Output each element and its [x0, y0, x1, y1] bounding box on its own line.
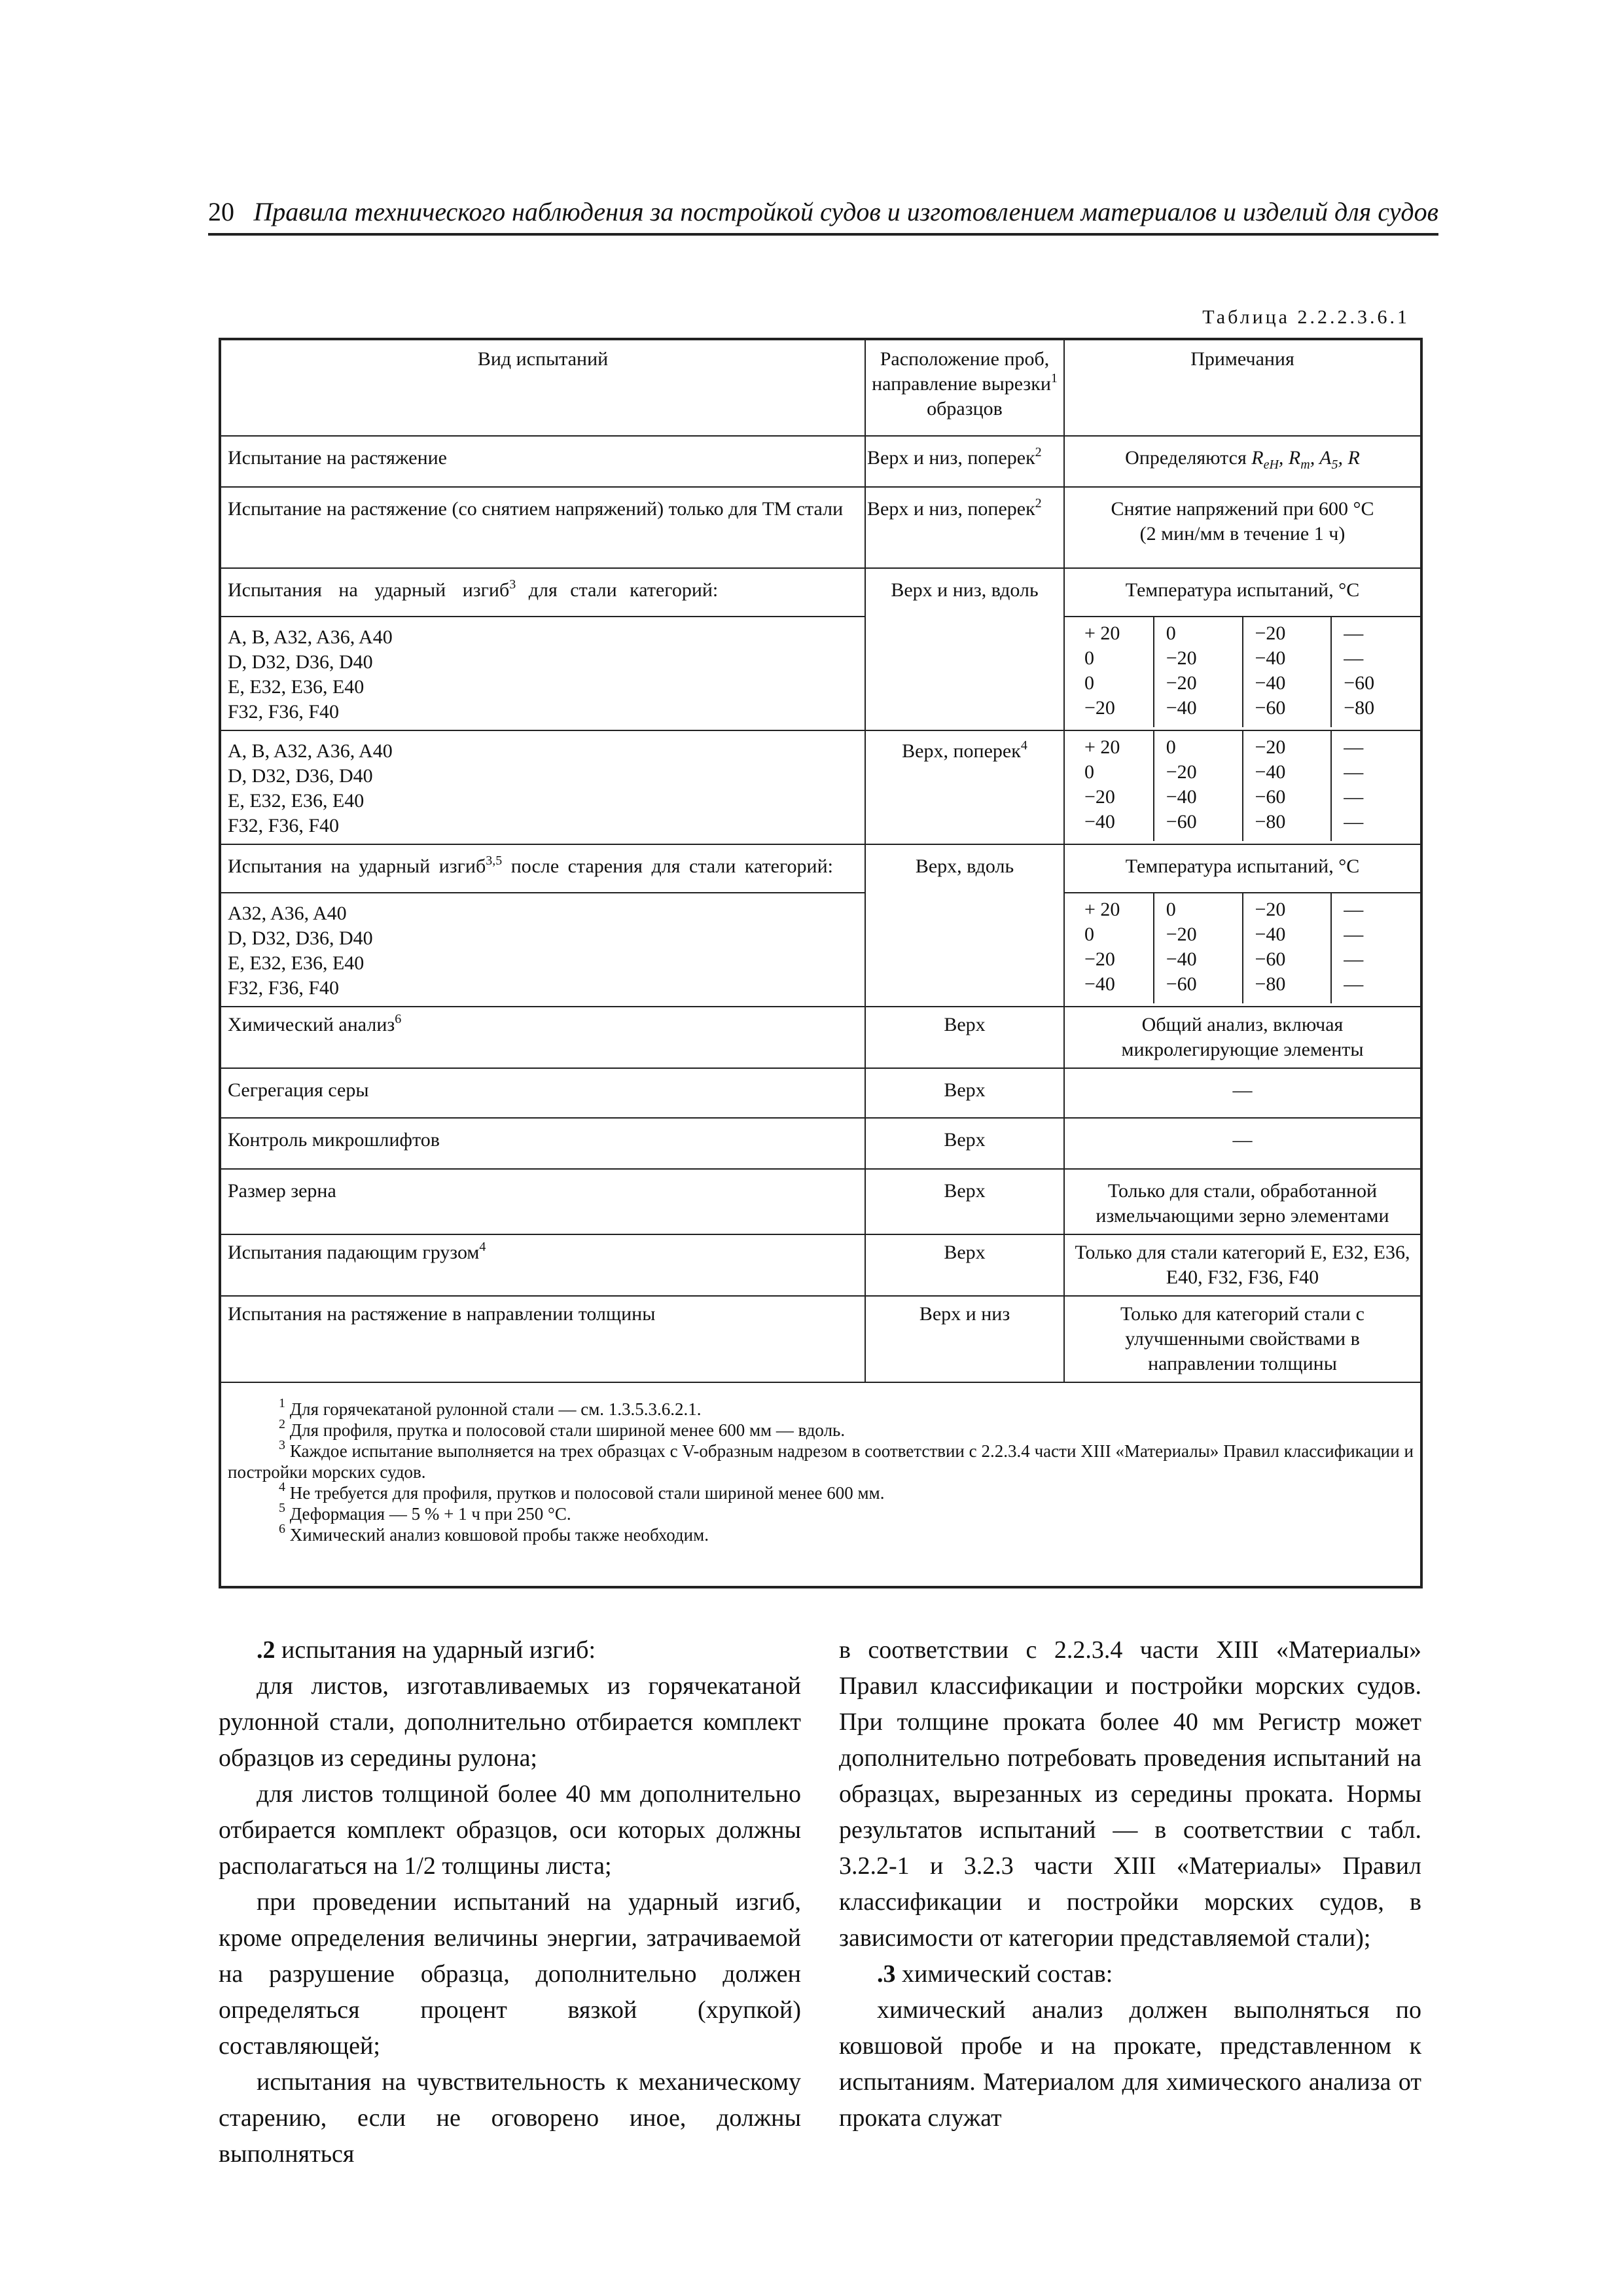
temp-cell: −40: [1154, 696, 1243, 727]
temp-cell: −80: [1243, 972, 1332, 1003]
row-impact-test-sup: 3: [509, 577, 516, 592]
footnote: [228, 1482, 1414, 1503]
temp-cell: —: [1331, 972, 1420, 1003]
temp-cell: + 20: [1084, 622, 1120, 644]
row-impact-location: Верх и низ, вдоль: [865, 568, 1064, 730]
temp-row: [1065, 731, 1420, 760]
row-tension-note-prefix: Определяются: [1125, 447, 1252, 469]
row-grain: [220, 1169, 1421, 1234]
row-impact-transverse-grades: [220, 730, 865, 844]
paragraph: химический анализ должен выполняться по ковшовой пробе и на прокате, представленном к испытаниям. Материалом для химического анализа от проката служат: [839, 1996, 1421, 2132]
row-chemical-location: Верх: [865, 1007, 1064, 1068]
row-impact-test-prefix: Испытания на ударный изгиб: [228, 579, 510, 601]
row-tension-location-sup: 2: [1035, 445, 1042, 459]
impact-grade: F32, F36, F40: [228, 977, 340, 999]
temp-cell: −20: [1084, 948, 1115, 970]
temp-row: [1065, 947, 1420, 972]
col-location-line1: Расположение проб,: [880, 348, 1050, 370]
temp-cell: −80: [1243, 810, 1332, 841]
temp-cell: −60: [1154, 972, 1243, 1003]
col-notes: [1064, 339, 1421, 436]
row-chemical-note: [1064, 1007, 1421, 1068]
row-thickness-location: Верх и низ: [865, 1296, 1064, 1382]
row-thickness-note-line3: направлении толщины: [1148, 1353, 1337, 1374]
row-chemical-test: [220, 1007, 865, 1068]
body-column-right: [839, 1632, 1421, 2136]
row-sulfur-note: —: [1064, 1068, 1421, 1118]
temp-cell: −60: [1243, 696, 1332, 727]
temp-cell: −60: [1243, 785, 1332, 810]
footnote-number: 2: [279, 1417, 285, 1431]
temp-row: [1065, 617, 1420, 646]
row-micro-location: Верх: [865, 1118, 1064, 1169]
impact-aging-temps-grid: [1065, 893, 1420, 1003]
footnote: [228, 1524, 1414, 1545]
temp-cell: −40: [1243, 646, 1332, 671]
row-impact-aging-grades: [220, 893, 865, 1007]
footnote-text: Каждое испытание выполняется на трех образцах с V-образным надрезом в соответствии с 2.2.3.4 части XIII «Материалы» Правил классификации и постройки морских судов.: [228, 1441, 1414, 1482]
temp-cell: −20: [1243, 617, 1332, 646]
row-sulfur-test: Сегрегация серы: [220, 1068, 865, 1118]
impact-grade: F32, F36, F40: [228, 701, 340, 723]
row-tension-tm-note: [1064, 487, 1421, 568]
row-impact-transverse-temps: [1064, 730, 1421, 844]
footnote-text: Для горячекатаной рулонной стали — см. 1.3.5.3.6.2.1.: [285, 1399, 702, 1419]
temp-cell: 0: [1154, 617, 1243, 646]
footnote-number: 3: [279, 1438, 285, 1452]
row-drop-test: [220, 1234, 865, 1296]
row-impact-test-suffix: для стали категорий:: [516, 579, 719, 601]
col-location-line2: [867, 372, 1062, 397]
row-tension-note-sub2: m: [1300, 457, 1310, 472]
row-tension-tm-location-text: Верх и низ, поперек: [867, 498, 1035, 520]
table-footnotes: [220, 1382, 1421, 1587]
row-tension-tm-test: Испытание на растяжение (со снятием напряжений) только для ТМ стали: [220, 487, 865, 568]
temp-cell: −40: [1084, 811, 1115, 833]
row-drop-location: Верх: [865, 1234, 1064, 1296]
row-grain-test: Размер зерна: [220, 1169, 865, 1234]
row-thickness: [220, 1296, 1421, 1382]
impact-grade: D, D32, D36, D40: [228, 651, 373, 673]
row-impact-grades: [220, 617, 865, 730]
row-grain-note-line1: Только для стали, обработанной: [1107, 1180, 1378, 1202]
row-micro-note: —: [1064, 1118, 1421, 1169]
temp-row: [1065, 893, 1420, 922]
temp-cell: −20: [1243, 893, 1332, 922]
row-impact-aging-test-prefix: Испытания на ударный изгиб: [228, 855, 486, 877]
page-number: 20: [208, 197, 234, 226]
row-impact-temps: [1064, 617, 1421, 730]
col-location-sup: 1: [1050, 371, 1058, 386]
temp-cell: —: [1331, 922, 1420, 947]
footnote-number: 1: [279, 1396, 285, 1410]
temp-row: [1065, 785, 1420, 810]
row-tension-note-sep3: ,: [1338, 447, 1348, 469]
row-tension-note-sub3: 5: [1331, 457, 1338, 472]
impact-grade: F32, F36, F40: [228, 815, 340, 836]
row-tension-note: [1064, 436, 1421, 487]
row-impact-aging-temp-header: Температура испытаний, °С: [1064, 844, 1421, 893]
row-tension-note-sep1: ,: [1278, 447, 1289, 469]
temp-row: [1065, 760, 1420, 785]
row-thickness-note-line2: улучшенными свойствами в: [1125, 1328, 1360, 1350]
row-tension-location-text: Верх и низ, поперек: [867, 447, 1035, 469]
temp-row: [1065, 972, 1420, 1003]
row-impact-aging-temps: [1064, 893, 1421, 1007]
temp-cell: −40: [1154, 947, 1243, 972]
row-tension: [220, 436, 1421, 487]
col-location-line2-text: направление вырезки: [872, 373, 1051, 395]
temp-row: [1065, 922, 1420, 947]
temp-cell: −20: [1154, 922, 1243, 947]
temp-cell: —: [1331, 646, 1420, 671]
row-tension-tm: [220, 487, 1421, 568]
row-impact-temp-header: Температура испытаний, °С: [1064, 568, 1421, 617]
row-chemical-note-line2: микролегирующие элементы: [1121, 1039, 1364, 1060]
row-impact-transverse-location-text: Верх, поперек: [902, 740, 1021, 762]
impact-grade: E, E32, E36, E40: [228, 790, 365, 812]
paragraph: для листов толщиной более 40 мм дополнительно отбирается комплект образцов, оси которых должны располагаться на 1/2 толщины листа;: [219, 1780, 801, 1880]
row-impact-test: [220, 568, 865, 617]
row-drop-note-line2: E40, F32, F36, F40: [1166, 1266, 1319, 1288]
impact-grade: E, E32, E36, E40: [228, 952, 365, 974]
footnote-text: Деформация — 5 % + 1 ч при 250 °С.: [285, 1504, 571, 1524]
section-number: .2: [257, 1636, 276, 1664]
row-sulfur: [220, 1068, 1421, 1118]
paragraph: в соответствии с 2.2.3.4 части XIII «Материалы» Правил классификации и постройки морских судов. При толщине проката более 40 мм Регистр может дополнительно потребовать проведения испытаний на образцах, вырезанных из середины проката. Нормы результатов испытаний — в соответствии с табл. 3.2.2-1 и 3.2.3 части XIII «Материалы» Правил классификации и постройки морских судов, в зависимости от категории представляемой стали);: [839, 1636, 1421, 1952]
footnote-text: Не требуется для профиля, прутков и полосовой стали шириной менее 600 мм.: [285, 1483, 885, 1503]
temp-cell: + 20: [1084, 736, 1120, 758]
row-thickness-note-line1: Только для категорий стали с: [1120, 1303, 1364, 1325]
temp-cell: −60: [1154, 810, 1243, 841]
row-impact-transverse-location: [865, 730, 1064, 844]
row-impact-aging-test-suffix: после старения для стали категорий:: [502, 855, 834, 877]
temp-cell: −20: [1084, 697, 1115, 719]
row-thickness-note: [1064, 1296, 1421, 1382]
row-tension-tm-note-line1: Снятие напряжений при 600 °С: [1111, 498, 1374, 520]
row-tension-note-sub1: eH: [1263, 457, 1279, 472]
temp-row: [1065, 646, 1420, 671]
row-grain-note: [1064, 1169, 1421, 1234]
temp-cell: −80: [1331, 696, 1420, 727]
col-notes-label: Примечания: [1190, 348, 1294, 370]
temp-cell: + 20: [1084, 899, 1120, 920]
row-footnotes: [220, 1382, 1421, 1587]
footnote: [228, 1438, 1414, 1482]
temp-cell: —: [1331, 947, 1420, 972]
impact-grade: A, B, A32, A36, A40: [228, 740, 393, 762]
temp-cell: −60: [1243, 947, 1332, 972]
row-impact-transverse-location-sup: 4: [1020, 738, 1027, 753]
temp-cell: 0: [1154, 893, 1243, 922]
temp-cell: —: [1331, 760, 1420, 785]
temp-cell: —: [1331, 810, 1420, 841]
temp-row: [1065, 810, 1420, 841]
row-drop-test-text: Испытания падающим грузом: [228, 1242, 480, 1263]
temp-cell: −40: [1154, 785, 1243, 810]
footnote: [228, 1417, 1414, 1441]
row-chemical-test-text: Химический анализ: [228, 1014, 395, 1035]
temp-row: [1065, 696, 1420, 727]
temp-cell: —: [1331, 785, 1420, 810]
section-title: химический состав:: [895, 1960, 1113, 1988]
page-header: [208, 194, 1438, 236]
row-grain-location: Верх: [865, 1169, 1064, 1234]
row-tension-note-r1: R: [1251, 447, 1264, 469]
col-test-type-label: Вид испытаний: [477, 348, 609, 370]
section-number: .3: [877, 1960, 896, 1988]
footnote-number: 5: [279, 1501, 285, 1515]
row-drop-test-sup: 4: [479, 1240, 486, 1254]
temp-cell: −40: [1243, 760, 1332, 785]
footnote-number: 4: [279, 1480, 285, 1494]
row-impact-aging-values: [220, 893, 1421, 1007]
row-chemical-note-line1: Общий анализ, включая: [1141, 1014, 1344, 1035]
temp-cell: 0: [1084, 647, 1094, 669]
row-impact-aging-test: [220, 844, 865, 893]
row-impact-aging-test-sup: 3,5: [486, 853, 503, 868]
table-header-row: [220, 339, 1421, 436]
impact-grade: D, D32, D36, D40: [228, 927, 373, 949]
impact-temps-grid: [1065, 617, 1420, 727]
temp-cell: −20: [1154, 646, 1243, 671]
row-drop-weight: [220, 1234, 1421, 1296]
row-tension-tm-location-sup: 2: [1035, 496, 1042, 511]
temp-cell: —: [1331, 893, 1420, 922]
footnote-text: Химический анализ ковшовой пробы также необходим.: [285, 1525, 709, 1545]
paragraph: испытания на чувствительность к механическому старению, если не оговорено иное, должны выполняться: [219, 2068, 801, 2168]
temp-cell: −20: [1243, 731, 1332, 760]
impact-grade: A, B, A32, A36, A40: [228, 626, 393, 648]
col-location: [865, 339, 1064, 436]
temp-cell: −40: [1243, 922, 1332, 947]
temp-row: [1065, 671, 1420, 696]
temp-cell: 0: [1084, 924, 1094, 945]
footnote-text: Для профиля, прутка и полосовой стали шириной менее 600 мм — вдоль.: [285, 1420, 846, 1440]
row-impact-header: [220, 568, 1421, 617]
temp-cell: −40: [1084, 973, 1115, 995]
section-heading-2: [219, 1632, 801, 1668]
row-impact-transverse: [220, 730, 1421, 844]
section-heading-3: [839, 1956, 1421, 1992]
body-column-left: [219, 1632, 801, 2172]
row-chemical-test-sup: 6: [395, 1012, 402, 1026]
row-tension-tm-location: [865, 487, 1064, 568]
row-micro: [220, 1118, 1421, 1169]
impact-grade: D, D32, D36, D40: [228, 765, 373, 787]
temp-cell: —: [1331, 617, 1420, 646]
footnote: [228, 1503, 1414, 1524]
row-drop-note-line1: Только для стали категорий E, E32, E36,: [1075, 1242, 1410, 1263]
temp-cell: −20: [1154, 671, 1243, 696]
row-tension-location: [865, 436, 1064, 487]
row-tension-tm-note-line2: (2 мин/мм в течение 1 ч): [1139, 523, 1346, 545]
row-tension-note-r2: R: [1288, 447, 1301, 469]
row-chemical: [220, 1007, 1421, 1068]
row-impact-values: [220, 617, 1421, 730]
col-test-type: [220, 339, 865, 436]
row-grain-note-line2: измельчающими зерно элементами: [1096, 1205, 1389, 1227]
col-location-line3: образцов: [927, 398, 1003, 420]
impact-grade: E, E32, E36, E40: [228, 676, 365, 698]
row-micro-test: Контроль микрошлифтов: [220, 1118, 865, 1169]
footnote: [228, 1396, 1414, 1420]
temp-cell: 0: [1084, 672, 1094, 694]
section-title: испытания на ударный изгиб:: [275, 1636, 596, 1664]
temp-cell: —: [1331, 731, 1420, 760]
temp-cell: 0: [1154, 731, 1243, 760]
row-thickness-test: Испытания на растяжение в направлении толщины: [220, 1296, 865, 1382]
row-tension-note-a: A: [1319, 447, 1332, 469]
row-tension-note-sep2: ,: [1310, 447, 1320, 469]
temp-cell: −40: [1243, 671, 1332, 696]
row-impact-aging-header: [220, 844, 1421, 893]
row-sulfur-location: Верх: [865, 1068, 1064, 1118]
impact-transverse-temps-grid: [1065, 731, 1420, 841]
footnote-number: 6: [279, 1522, 285, 1536]
row-tension-note-r3: R: [1347, 447, 1360, 469]
impact-grade: A32, A36, A40: [228, 903, 347, 924]
test-table: [219, 338, 1423, 1588]
row-drop-note: [1064, 1234, 1421, 1296]
temp-cell: 0: [1084, 761, 1094, 783]
paragraph: для листов, изготавливаемых из горячекатаной рулонной стали, дополнительно отбирается комплект образцов из середины рулона;: [219, 1672, 801, 1772]
paragraph: при проведении испытаний на ударный изгиб, кроме определения величины энергии, затрачиваемой на разрушение образца, дополнительно должен определяться процент вязкой (хрупкой) составляющей;: [219, 1888, 801, 2060]
row-tension-test: Испытание на растяжение: [220, 436, 865, 487]
temp-cell: −60: [1331, 671, 1420, 696]
temp-cell: −20: [1154, 760, 1243, 785]
running-title: Правила технического наблюдения за постройкой судов и изготовлением материалов и изделий для судов: [253, 197, 1438, 226]
temp-cell: −20: [1084, 786, 1115, 808]
table-caption: Таблица 2.2.2.3.6.1: [1202, 306, 1410, 328]
row-impact-aging-location: Верх, вдоль: [865, 844, 1064, 1007]
